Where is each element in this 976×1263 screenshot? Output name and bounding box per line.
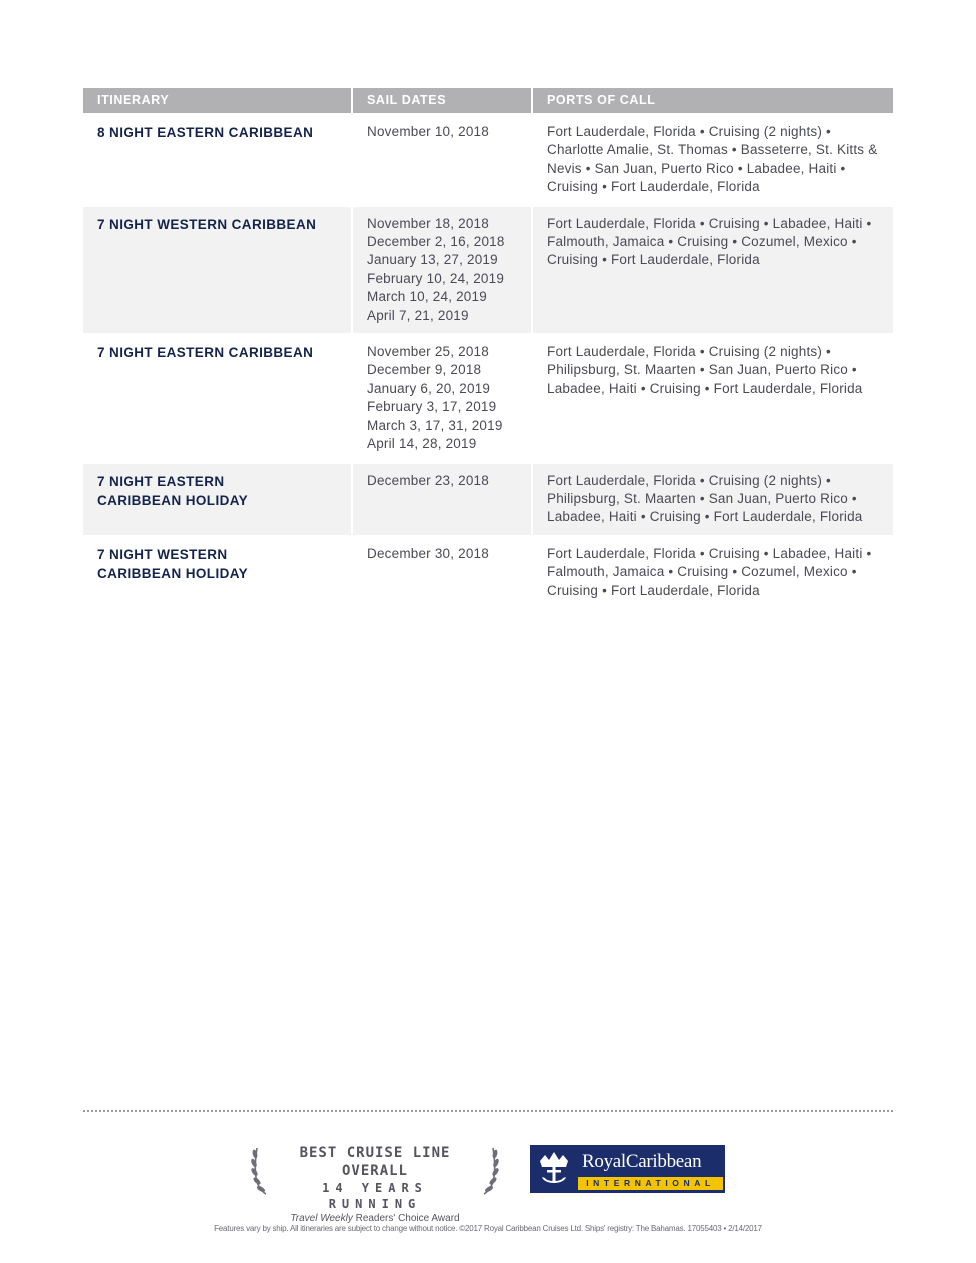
sail-date: November 10, 2018: [367, 124, 489, 139]
table-row: [83, 207, 893, 333]
table-header: [83, 88, 893, 113]
ports-of-call-cell: Fort Lauderdale, Florida • Cruising • Labadee, Haiti • Falmouth, Jamaica • Cruising • Cozumel, Mexico • Cruising • Fort Lauderdale, Florida: [547, 215, 872, 268]
sail-dates-cell: [353, 207, 533, 333]
itinerary-name: 7 NIGHT EASTERN: [97, 473, 225, 489]
sail-date: March 10, 24, 2019: [367, 289, 487, 305]
award-title: BEST CRUISE LINE OVERALL: [299, 1145, 451, 1179]
table-row: [83, 335, 893, 461]
sail-date: November 25, 2018: [367, 344, 489, 360]
crown-anchor-icon: [536, 1149, 572, 1189]
sail-date: April 14, 28, 2019: [367, 436, 477, 452]
table-body: [83, 115, 893, 608]
sail-date: April 7, 21, 2019: [367, 307, 469, 323]
itinerary-name: CARIBBEAN HOLIDAY: [97, 492, 249, 508]
sail-date: January 6, 20, 2019: [367, 380, 491, 396]
table-row: [83, 537, 893, 608]
ports-of-call-cell: Fort Lauderdale, Florida • Cruising • Labadee, Haiti • Falmouth, Jamaica • Cruising • Cozumel, Mexico • Cruising • Fort Lauderdale, Florida: [547, 545, 872, 598]
itinerary-table: [83, 88, 893, 608]
logo-wordmark: RoyalCaribbean: [582, 1151, 702, 1172]
award-years: 14 YEARS RUNNING: [322, 1181, 428, 1211]
itinerary-name: 7 NIGHT EASTERN CARIBBEAN: [97, 345, 314, 361]
award-subtitle: Readers' Choice Award: [352, 1213, 460, 1224]
itinerary-name: 7 NIGHT WESTERN: [97, 546, 228, 562]
sail-date: February 3, 17, 2019: [367, 399, 497, 415]
itinerary-name: 7 NIGHT WESTERN CARIBBEAN: [97, 216, 317, 232]
logo-tagline: INTERNATIONAL: [578, 1177, 723, 1190]
sail-dates-cell: [353, 537, 533, 608]
header-sail-dates: SAIL DATES: [353, 88, 533, 113]
header-ports-of-call: PORTS OF CALL: [547, 93, 656, 107]
sail-dates-cell: [353, 115, 533, 205]
sail-dates-cell: [353, 464, 533, 535]
royal-caribbean-logo: [530, 1145, 725, 1193]
sail-date: December 30, 2018: [367, 545, 489, 561]
itinerary-cell: [83, 207, 353, 333]
sail-date: February 10, 24, 2019: [367, 270, 505, 286]
itinerary-name: CARIBBEAN HOLIDAY: [97, 565, 249, 581]
itinerary-cell: [83, 335, 353, 461]
itinerary-cell: [83, 115, 353, 205]
itinerary-cell: [83, 464, 353, 535]
dotted-divider: [83, 1110, 893, 1112]
table-row: [83, 464, 893, 535]
sail-date: March 3, 17, 31, 2019: [367, 417, 503, 433]
laurel-right-icon: [480, 1144, 500, 1196]
sail-date: December 2, 16, 2018: [367, 234, 505, 250]
award-publication: Travel Weekly: [290, 1213, 353, 1224]
ports-of-call-cell: Fort Lauderdale, Florida • Cruising (2 nights) • Philipsburg, St. Maarten • San Juan, Puerto Rico • Labadee, Haiti • Cruising • Fort Lauderdale, Florida: [547, 472, 863, 525]
table-row: [83, 115, 893, 205]
itinerary-cell: [83, 537, 353, 608]
sail-date: December 23, 2018: [367, 472, 489, 488]
header-itinerary: ITINERARY: [83, 88, 353, 113]
sail-date: January 13, 27, 2019: [367, 252, 498, 268]
sail-dates-cell: [353, 335, 533, 461]
award-badge: [250, 1144, 500, 1224]
laurel-left-icon: [250, 1144, 270, 1196]
sail-date: December 9, 2018: [367, 362, 482, 378]
sail-date: November 18, 2018: [367, 215, 489, 231]
ports-of-call-cell: Fort Lauderdale, Florida • Cruising (2 nights) • Charlotte Amalie, St. Thomas • Basseterre, St. Kitts & Nevis • San Juan, Puerto Rico • Labadee, Haiti • Cruising • Fort Lauderdale, Florida: [547, 124, 878, 195]
itinerary-name: 8 NIGHT EASTERN CARIBBEAN: [97, 125, 314, 140]
legal-footnote: Features vary by ship. All itineraries are subject to change without notice. ©2017 Royal Caribbean Cruises Ltd. Ships' registry: The Bahamas. 17055403 • 2/14/2017: [214, 1224, 762, 1233]
ports-of-call-cell: Fort Lauderdale, Florida • Cruising (2 nights) • Philipsburg, St. Maarten • San Juan, Puerto Rico • Labadee, Haiti • Cruising • Fort Lauderdale, Florida: [547, 344, 863, 396]
